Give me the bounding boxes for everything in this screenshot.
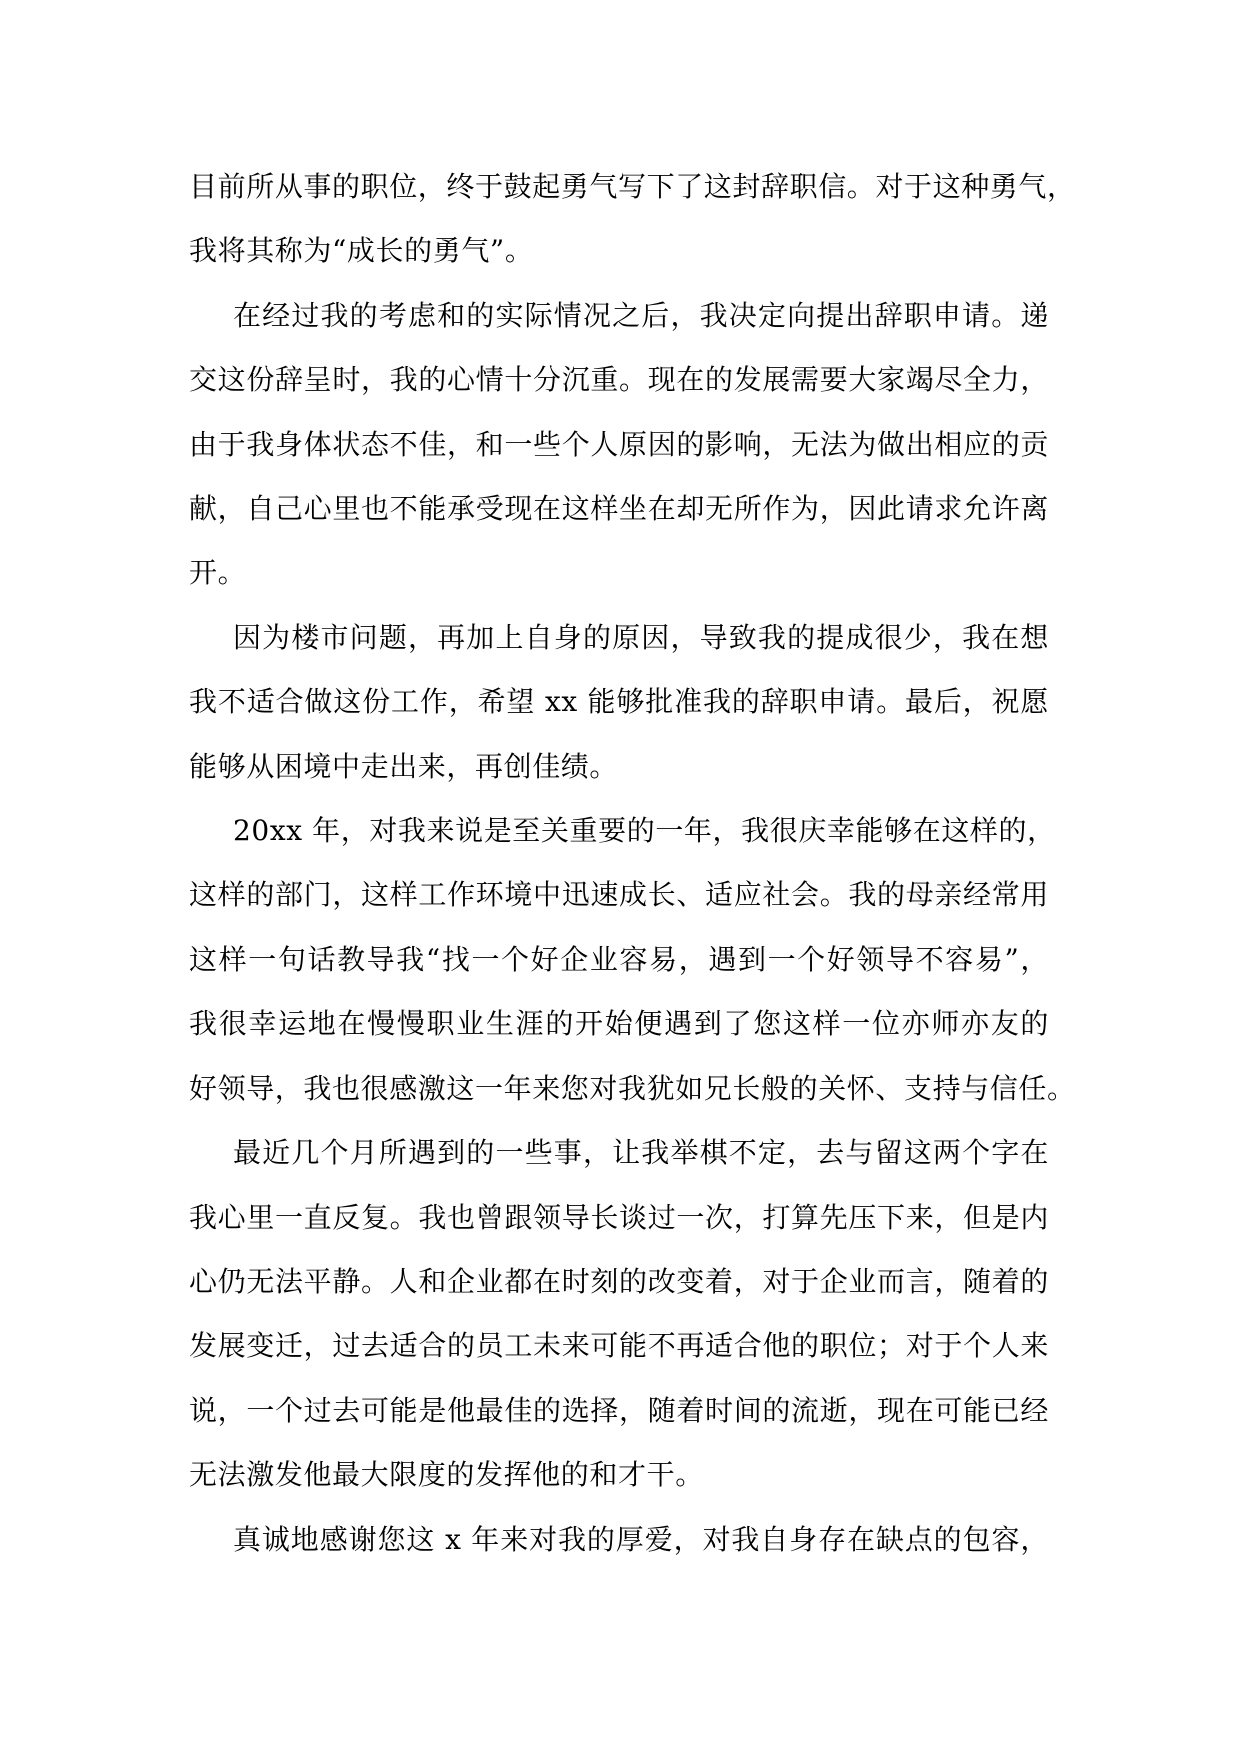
paragraph-1 — [189, 155, 1076, 284]
text-line: 能够从困境中走出来，再创佳绩。 — [189, 749, 619, 783]
paragraph-2 — [189, 284, 1049, 606]
text-line: 交这份辞呈时，我的心情十分沉重。现在的发展需要大家竭尽全力， — [189, 363, 1049, 397]
text-line: 由于我身体状态不佳，和一些个人原因的影响，无法为做出相应的贡 — [189, 427, 1049, 461]
text-line: 我很幸运地在慢慢职业生涯的开始便遇到了您这样一位亦师亦友的 — [189, 1007, 1049, 1041]
text-line: 我心里一直反复。我也曾跟领导长谈过一次，打算先压下来，但是内 — [189, 1200, 1049, 1234]
document-body — [189, 155, 1076, 1572]
text-line: 说，一个过去可能是他最佳的选择，随着时间的流逝，现在可能已经 — [189, 1393, 1049, 1427]
text-line: 我将其称为“成长的勇气”。 — [189, 234, 534, 268]
text-line: 我不适合做这份工作，希望 xx 能够批准我的辞职申请。最后，祝愿 — [189, 685, 1049, 719]
text-line: 最近几个月所遇到的一些事，让我举棋不定，去与留这两个字在 — [233, 1136, 1049, 1170]
text-line: 目前所从事的职位，终于鼓起勇气写下了这封辞职信。对于这种勇气， — [189, 170, 1076, 203]
text-line: 这样一句话教导我“找一个好企业容易，遇到一个好领导不容易”， — [189, 942, 1049, 976]
text-line: 心仍无法平静。人和企业都在时刻的改变着，对于企业而言，随着的 — [189, 1264, 1049, 1298]
text-line: 在经过我的考虑和的实际情况之后，我决定向提出辞职申请。递 — [233, 298, 1049, 332]
text-line: 20xx 年，对我来说是至关重要的一年，我很庆幸能够在这样的， — [233, 814, 1056, 848]
text-line: 开。 — [189, 556, 247, 590]
text-line: 真诚地感谢您这 x 年来对我的厚爱，对我自身存在缺点的包容， — [233, 1522, 1049, 1556]
text-line: 好领导，我也很感激这一年来您对我犹如兄长般的关怀、支持与信任。 — [189, 1071, 1076, 1105]
paragraph-3 — [189, 606, 1049, 799]
text-line: 无法激发他最大限度的发挥他的和才干。 — [189, 1458, 704, 1492]
paragraph-6 — [189, 1508, 1049, 1572]
text-line: 献，自己心里也不能承受现在这样坐在却无所作为，因此请求允许离 — [189, 492, 1049, 526]
paragraph-5 — [189, 1121, 1049, 1507]
text-line: 因为楼市问题，再加上自身的原因，导致我的提成很少，我在想 — [233, 620, 1049, 654]
paragraph-4 — [189, 799, 1076, 1121]
text-line: 这样的部门，这样工作环境中迅速成长、适应社会。我的母亲经常用 — [189, 878, 1049, 912]
text-line: 发展变迁，过去适合的员工未来可能不再适合他的职位；对于个人来 — [189, 1329, 1049, 1363]
